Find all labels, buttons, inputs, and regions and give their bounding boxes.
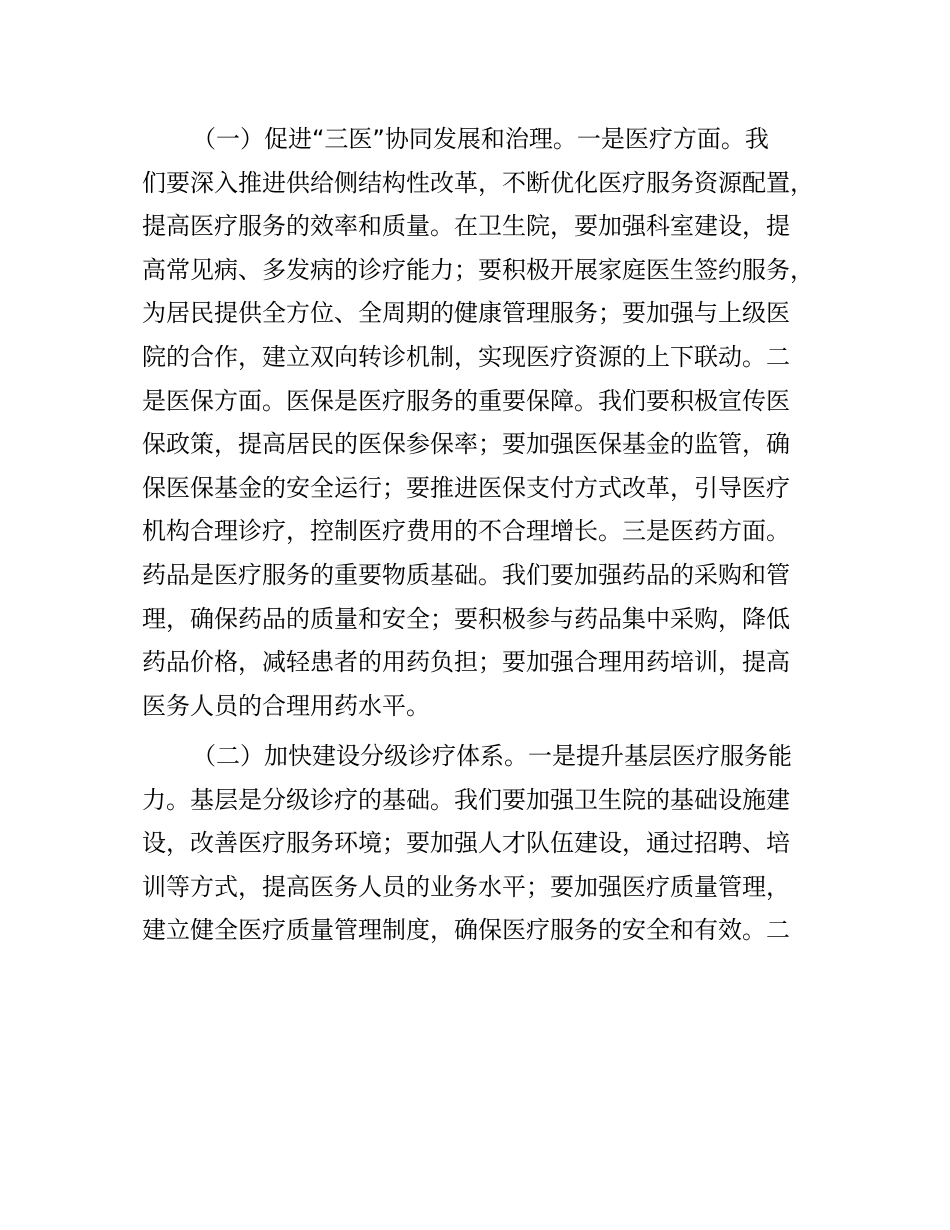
text-line: 药品是医疗服务的重要物质基础。我们要加强药品的采购和管 [142, 560, 790, 589]
text-line: 保政策，提高居民的医保参保率；要加强医保基金的监管，确 [142, 430, 790, 459]
text-line: 训等方式，提高医务人员的业务水平；要加强医疗质量管理， [142, 872, 790, 901]
text-line: 机构合理诊疗，控制医疗费用的不合理增长。三是医药方面。 [142, 517, 790, 546]
text-line: 高常见病、多发病的诊疗能力；要积极开展家庭医生签约服务， [142, 255, 814, 284]
text-line: 理，确保药品的质量和安全；要积极参与药品集中采购，降低 [142, 604, 790, 633]
paragraph-medical-coordination [142, 118, 842, 728]
text-line: 建立健全医疗质量管理制度，确保医疗服务的安全和有效。二 [142, 916, 790, 945]
text-line: 院的合作，建立双向转诊机制，实现医疗资源的上下联动。二 [142, 342, 790, 371]
text-line: 药品价格，减轻患者的用药负担；要加强合理用药培训，提高 [142, 648, 790, 677]
text-line: 医务人员的合理用药水平。 [142, 691, 430, 720]
text-line: 提高医疗服务的效率和质量。在卫生院，要加强科室建设，提 [142, 212, 790, 241]
text-line: 设，改善医疗服务环境；要加强人才队伍建设，通过招聘、培 [142, 829, 790, 858]
text-line: 保医保基金的安全运行；要推进医保支付方式改革，引导医疗 [142, 473, 790, 502]
text-line: 力。基层是分级诊疗的基础。我们要加强卫生院的基础设施建 [142, 785, 790, 814]
text-line: 们要深入推进供给侧结构性改革，不断优化医疗服务资源配置， [142, 168, 814, 197]
text-line: （一）促进“三医”协同发展和治理。一是医疗方面。我 [192, 125, 769, 153]
text-line: （二）加快建设分级诊疗体系。一是提升基层医疗服务能 [192, 742, 792, 770]
paragraph-tiered-diagnosis [142, 735, 842, 953]
text-line: 是医保方面。医保是医疗服务的重要保障。我们要积极宣传医 [142, 386, 790, 415]
text-line: 为居民提供全方位、全周期的健康管理服务；要加强与上级医 [142, 299, 790, 328]
